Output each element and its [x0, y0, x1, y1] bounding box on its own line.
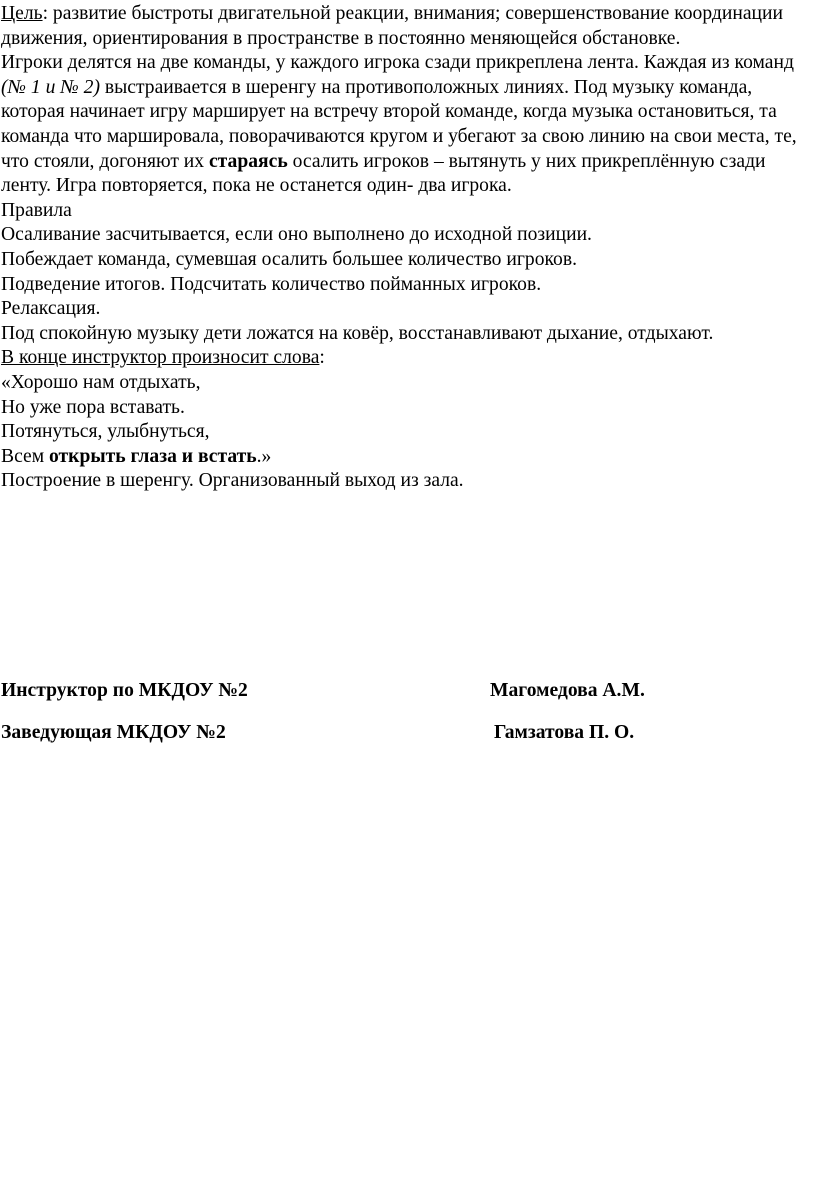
rule-item: Подведение итогов. Подсчитать количество пойманных игроков.: [1, 273, 542, 295]
poem-line: Но уже пора вставать.: [1, 396, 185, 418]
game-text-part1: Игроки делятся на две команды, у каждого игрока сзади прикреплена лента. Каждая из команд: [1, 52, 794, 74]
poem-line: Потянуться, улыбнуться,: [1, 421, 210, 443]
poem-line: [1, 445, 811, 470]
instructor-intro-line: [1, 346, 811, 371]
poem-line4-start: Всем: [1, 445, 49, 467]
rule-item: Побеждает команда, сумевшая осалить большее количество игроков.: [1, 248, 577, 270]
head-role: Заведующая МКДОУ №2: [1, 722, 226, 743]
closing-text: Построение в шеренгу. Организованный выход из зала.: [1, 470, 464, 492]
goal-text: : развитие быстроты двигательной реакции, внимания; совершенствование координации движения, ориентирования в пространстве в постоянно меняющейся обстановке.: [1, 3, 783, 49]
game-text-part3: осалить игроков – вытянуть у них прикреплённую сзади ленту. Игра повторяется, пока не останется один- два игрока.: [1, 150, 766, 197]
rule-item: Осаливание засчитывается, если оно выполнено до исходной позиции.: [1, 224, 592, 246]
instructor-name: Магомедова А.М.: [490, 680, 645, 701]
poem-line4-end: .»: [256, 445, 272, 467]
instructor-intro: В конце инструктор произносит слова: [1, 347, 320, 369]
instructor-role: Инструктор по МКДОУ №2: [1, 680, 248, 701]
game-teams: (№ 1 и № 2): [1, 76, 100, 98]
relaxation-text: Под спокойную музыку дети ложатся на ковёр, восстанавливают дыхание, отдыхают.: [1, 322, 714, 344]
head-name: Гамзатова П. О.: [494, 722, 635, 743]
instructor-intro-colon: :: [319, 347, 325, 369]
poem-line: «Хорошо нам отдыхать,: [1, 371, 201, 393]
document-body: [1, 2, 811, 494]
poem-line4-bold: открыть глаза и встать: [49, 445, 257, 467]
rules-title: Правила: [1, 199, 72, 221]
goal-paragraph: [1, 2, 811, 51]
relaxation-title: Релаксация.: [1, 298, 101, 320]
game-text-part2: выстраивается в шеренгу на противоположных линиях. Под музыку команда, которая начинает игру марширует на встречу второй команде, когда музыка остановиться, та команда что маршировала, поворачиваются кругом и убегают за свою линию на свои места, те, что стояли, догоняют их: [1, 76, 797, 172]
game-bold-word: стараясь: [208, 150, 288, 172]
game-paragraph: [1, 51, 811, 199]
goal-label: Цель: [1, 3, 43, 24]
